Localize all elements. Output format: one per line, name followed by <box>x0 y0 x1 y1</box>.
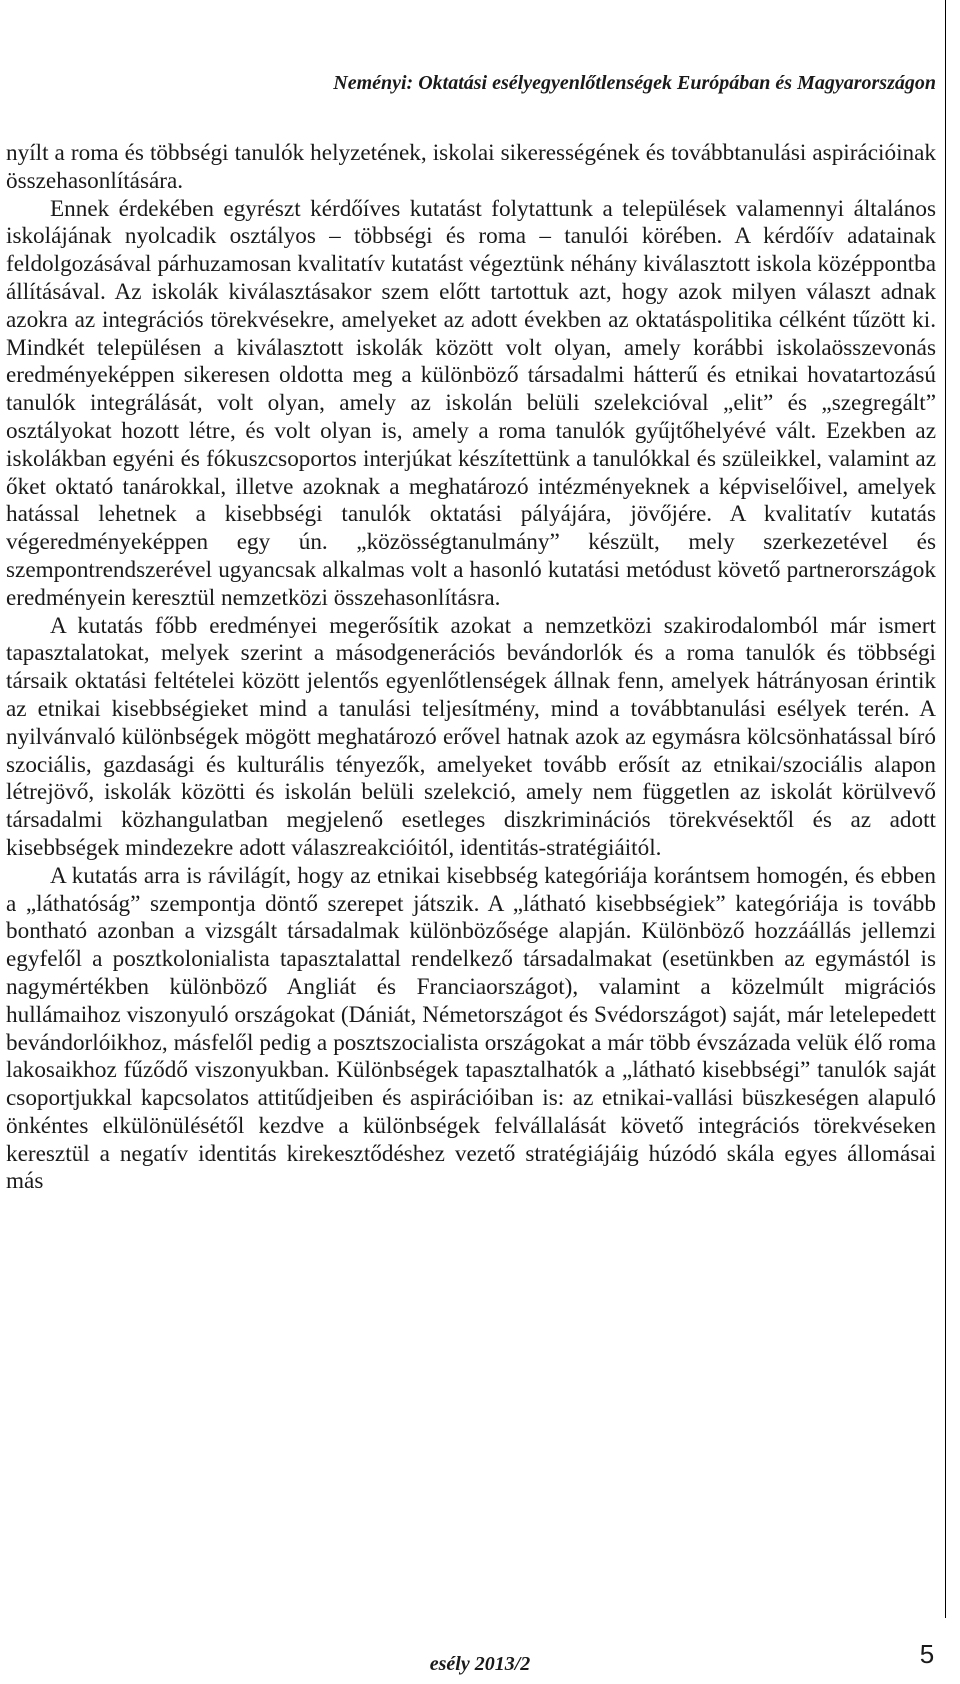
running-head: Neményi: Oktatási esélyegyenlőtlenségek Európában és Magyarországon <box>333 72 936 94</box>
paragraph: A kutatás arra is rávilágít, hogy az etnikai kisebbség kategóriája korántsem homogén, és ebben a „láthatóság” szempontja döntő szerepet játszik. A „látható kisebbségiek” kategóriája is tovább bontható azonban a vizsgált társadalmak különbözősége alapján. Különböző hozzáállás jellemzi egyfelől a posztkolonialista tapasztalattal rendelkező társadalmakat (esetünkben az egymástól is nagymértékben különböző Angliát és Franciaországot), valamint a közelmúlt migrációs hullámaihoz viszonyuló országokat (Dániát, Németországot és Svédországot) saját, már letelepedett bevándorlóikhoz, másfelől pedig a posztszocialista országokat a már több évszázada velük élő roma lakosaikhoz fűződő viszonyukban. Különbségek tapasztalhatók a „látható kisebbségi” tanulók saját csoportjukkal kapcsolatos attitűdjeiben és aspirációiban is: az etnikai-vallási büszkeségen alapuló önkéntes elkülönülésétől kezdve a különbségek felvállalását követő integrációs törekvéseken keresztül a negatív identitás kirekesztődéshez vezető stratégiájáig húzódó skála egyes állomásai más <box>6 862 936 1195</box>
article-body <box>6 140 936 1196</box>
paragraph: A kutatás főbb eredményei megerősítik azokat a nemzetközi szakirodalomból már ismert tapasztalatokat, melyek szerint a másodgenerációs bevándorlók és a roma tanulók és többségi társaik oktatási feltételei között jelentős egyenlőtlenségek állnak fenn, amelyek hátrányosan érintik az etnikai kisebbségieket mind a tanulási teljesítmény, mind a továbbtanulási esélyek terén. A nyilvánvaló különbségek mögött meghatározó erővel hatnak azok az egymásra kölcsönhatással bíró szociális, gazdasági és kulturális tényezők, amelyeket tovább erősít az etnikai/szociális alapon létrejövő, iskolák közötti és iskolán belüli szelekció, amely nem független az iskolát körülvevő társadalmi közhangulatban megjelenő esetleges diszkriminációs törekvésektől és az adott kisebbségek mindezekre adott válaszreakcióitól, identitás-stratégiáitól. <box>6 612 936 861</box>
page-number: 5 <box>919 1639 935 1669</box>
margin-rule <box>945 0 946 1618</box>
journal-issue: esély 2013/2 <box>429 1653 531 1675</box>
paragraph: Ennek érdekében egyrészt kérdőíves kutatást folytattunk a települések valamennyi általános iskolájának nyolcadik osztályos – többségi és roma – tanulói körében. A kérdőív adatainak feldolgozásával párhuzamosan kvalitatív kutatást végeztünk néhány kiválasztott iskola középpontba állításával. Az iskolák kiválasztásakor szem előtt tartottuk azt, hogy azok milyen választ adnak azokra az integrációs törekvésekre, amelyeket az adott években az oktatáspolitika célként tűzött ki. Mindkét településen a kiválasztott iskolák között volt olyan, amely korábbi iskolaösszevonás eredményeképpen sikeresen oldotta meg a különböző társadalmi hátterű és etnikai hovatartozású tanulók integrálását, volt olyan, amely az iskolán belüli szelekcióval „elit” és „szegregált” osztályokat hozott létre, és volt olyan is, amely a roma tanulók gyűjtőhelyévé vált. Ezekben az iskolákban egyéni és fókuszcsoportos interjúkat készítettünk a tanulókkal és szüleikkel, valamint az őket oktató tanárokkal, illetve azoknak a meghatározó intézményeknek a képviselőivel, amelyek hatással lehetnek a kisebbségi tanulók oktatási pályájára, jövőjére. A kvalitatív kutatás végeredményeképpen egy ún. „közösségtanulmány” készült, mely szerkezetével és szempontrendszerével ugyancsak alkalmas volt a hasonló kutatási metódust követő partnerországok eredményein keresztül nemzetközi összehasonlításra. <box>6 195 936 611</box>
paragraph-continued: nyílt a roma és többségi tanulók helyzetének, iskolai sikerességének és továbbtanulási aspirációinak összehasonlítására. <box>6 140 936 194</box>
